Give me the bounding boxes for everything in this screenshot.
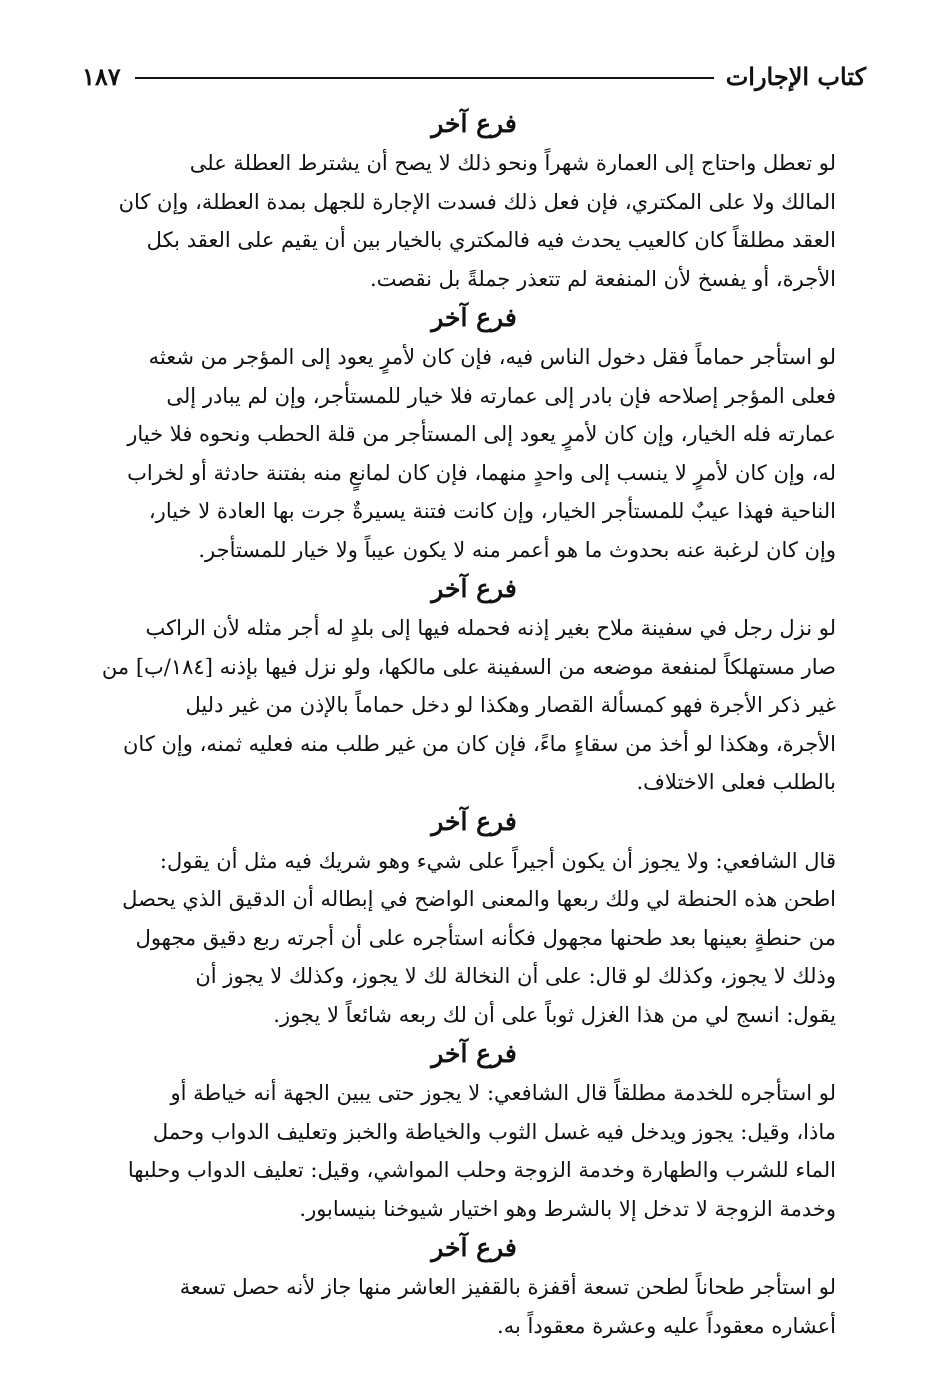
text-line: أعشاره معقوداً عليه وعشرة معقوداً به.	[497, 1313, 836, 1338]
section-title: فرع آخر	[431, 574, 517, 603]
text-line: لو تعطل واحتاج إلى العمارة شهراً ونحو ذلك لا يصح أن يشترط العطلة على	[189, 151, 836, 175]
header-rule	[135, 77, 714, 79]
section-paragraph	[82, 609, 866, 802]
book-title: كتاب الإجارات	[725, 61, 866, 91]
section	[82, 298, 866, 569]
section-paragraph	[82, 842, 866, 1035]
text-line: وخدمة الزوجة لا تدخل إلا بالشرط وهو اختيار شيوخنا بنيسابور.	[299, 1196, 836, 1221]
text-line: وذلك لا يجوز، وكذلك لو قال: على أن النخالة لك لا يجوز، وكذلك لا يجوز أن	[195, 964, 836, 988]
text-line: الناحية فهذا عيبٌ للمستأجر الخيار، وإن كانت فتنة يسيرةٌ جرت بها العادة لا خيار،	[148, 499, 836, 523]
text-line: صار مستهلكاً لمنفعة موضعه من السفينة على مالكها، ولو نزل فيها بإذنه [١٨٤/ب] من	[101, 654, 836, 679]
section-paragraph	[82, 1074, 866, 1228]
text-line: وإن كان لرغبة عنه بحدوث ما هو أعمر منه لا يكون عيباً ولا خيار للمستأجر.	[198, 537, 836, 562]
section-title: فرع آخر	[431, 109, 517, 138]
book-page	[82, 58, 866, 1355]
text-line: لو استأجر طحاناً لطحن تسعة أقفزة بالقفيز العاشر منها جاز لأنه حصل تسعة	[179, 1275, 836, 1299]
text-line: غير ذكر الأجرة فهو كمسألة القصار وهكذا لو دخل حماماً بالإذن من غير دليل	[185, 693, 836, 717]
text-line: لو استأجر حماماً فقل دخول الناس فيه، فإن كان لأمرٍ يعود إلى المؤجر من شعثه	[148, 345, 836, 369]
section-paragraph	[82, 338, 866, 569]
text-line: اطحن هذه الحنطة لي ولك ربعها والمعنى الواضح في إبطاله أن الدقيق الذي يحصل	[122, 887, 836, 911]
section-title: فرع آخر	[431, 806, 517, 836]
text-line: بالطلب فعلى الاختلاف.	[636, 770, 836, 794]
text-line: المالك ولا على المكتري، فإن فعل ذلك فسدت الإجارة للجهل بمدة العطلة، وإن كان	[118, 189, 836, 214]
page-body	[82, 104, 866, 1345]
text-line: له، وإن كان لأمرٍ لا ينسب إلى واحدٍ منهما، فإن كان لمانعٍ منه بفتنة حادثة أو لخراب	[127, 460, 836, 485]
section-paragraph	[82, 1268, 866, 1345]
section	[82, 569, 866, 802]
text-line: فعلى المؤجر إصلاحه فإن بادر إلى عمارته فلا خيار للمستأجر، وإن لم يبادر إلى	[166, 383, 836, 408]
page-number: ١٨٧	[82, 61, 121, 91]
text-line: الأجرة، أو يفسخ لأن المنفعة لم تتعذر جملةً بل نقصت.	[370, 266, 836, 291]
text-line: الأجرة، وهكذا لو أخذ من سقاءٍ ماءً، فإن كان من غير طلب منه فعليه ثمنه، وإن كان	[123, 731, 836, 756]
text-line: من حنطةٍ بعينها بعد طحنها مجهول فكأنه استأجره على أن أجرته ربع دقيق مجهول	[135, 925, 836, 950]
section	[82, 802, 866, 1035]
section	[82, 1228, 866, 1345]
text-line: عمارته فله الخيار، وإن كان لأمرٍ يعود إلى المستأجر من قلة الحطب ونحوه فلا خيار	[127, 422, 836, 446]
text-line: الماء للشرب والطهارة وخدمة الزوجة وحلب المواشي، وقيل: تعليف الدواب وحلبها	[127, 1158, 836, 1182]
section	[82, 1034, 866, 1228]
text-line: لو نزل رجل في سفينة ملاح بغير إذنه فحمله فيها إلى بلدٍ له أجر مثله لأن الراكب	[145, 616, 836, 640]
section-paragraph	[82, 144, 866, 298]
running-header	[82, 58, 866, 94]
text-line: العقد مطلقاً كان كالعيب يحدث فيه فالمكتري بالخيار بين أن يقيم على العقد بكل	[146, 228, 836, 252]
text-line: قال الشافعي: ولا يجوز أن يكون أجيراً على شيء وهو شريك فيه مثل أن يقول:	[159, 848, 836, 873]
text-line: ماذا، وقيل: يجوز ويدخل فيه غسل الثوب والخياطة والخبز وتعليف الدواب وحمل	[152, 1119, 836, 1144]
section	[82, 104, 866, 298]
section-title: فرع آخر	[431, 1039, 517, 1068]
section-title: فرع آخر	[431, 1233, 517, 1262]
section-title: فرع آخر	[431, 303, 517, 332]
text-line: يقول: انسج لي من هذا الغزل ثوباً على أن لك ربعه شائعاً لا يجوز.	[273, 1002, 836, 1027]
text-line: لو استأجره للخدمة مطلقاً قال الشافعي: لا يجوز حتى يبين الجهة أنه خياطة أو	[170, 1081, 836, 1105]
